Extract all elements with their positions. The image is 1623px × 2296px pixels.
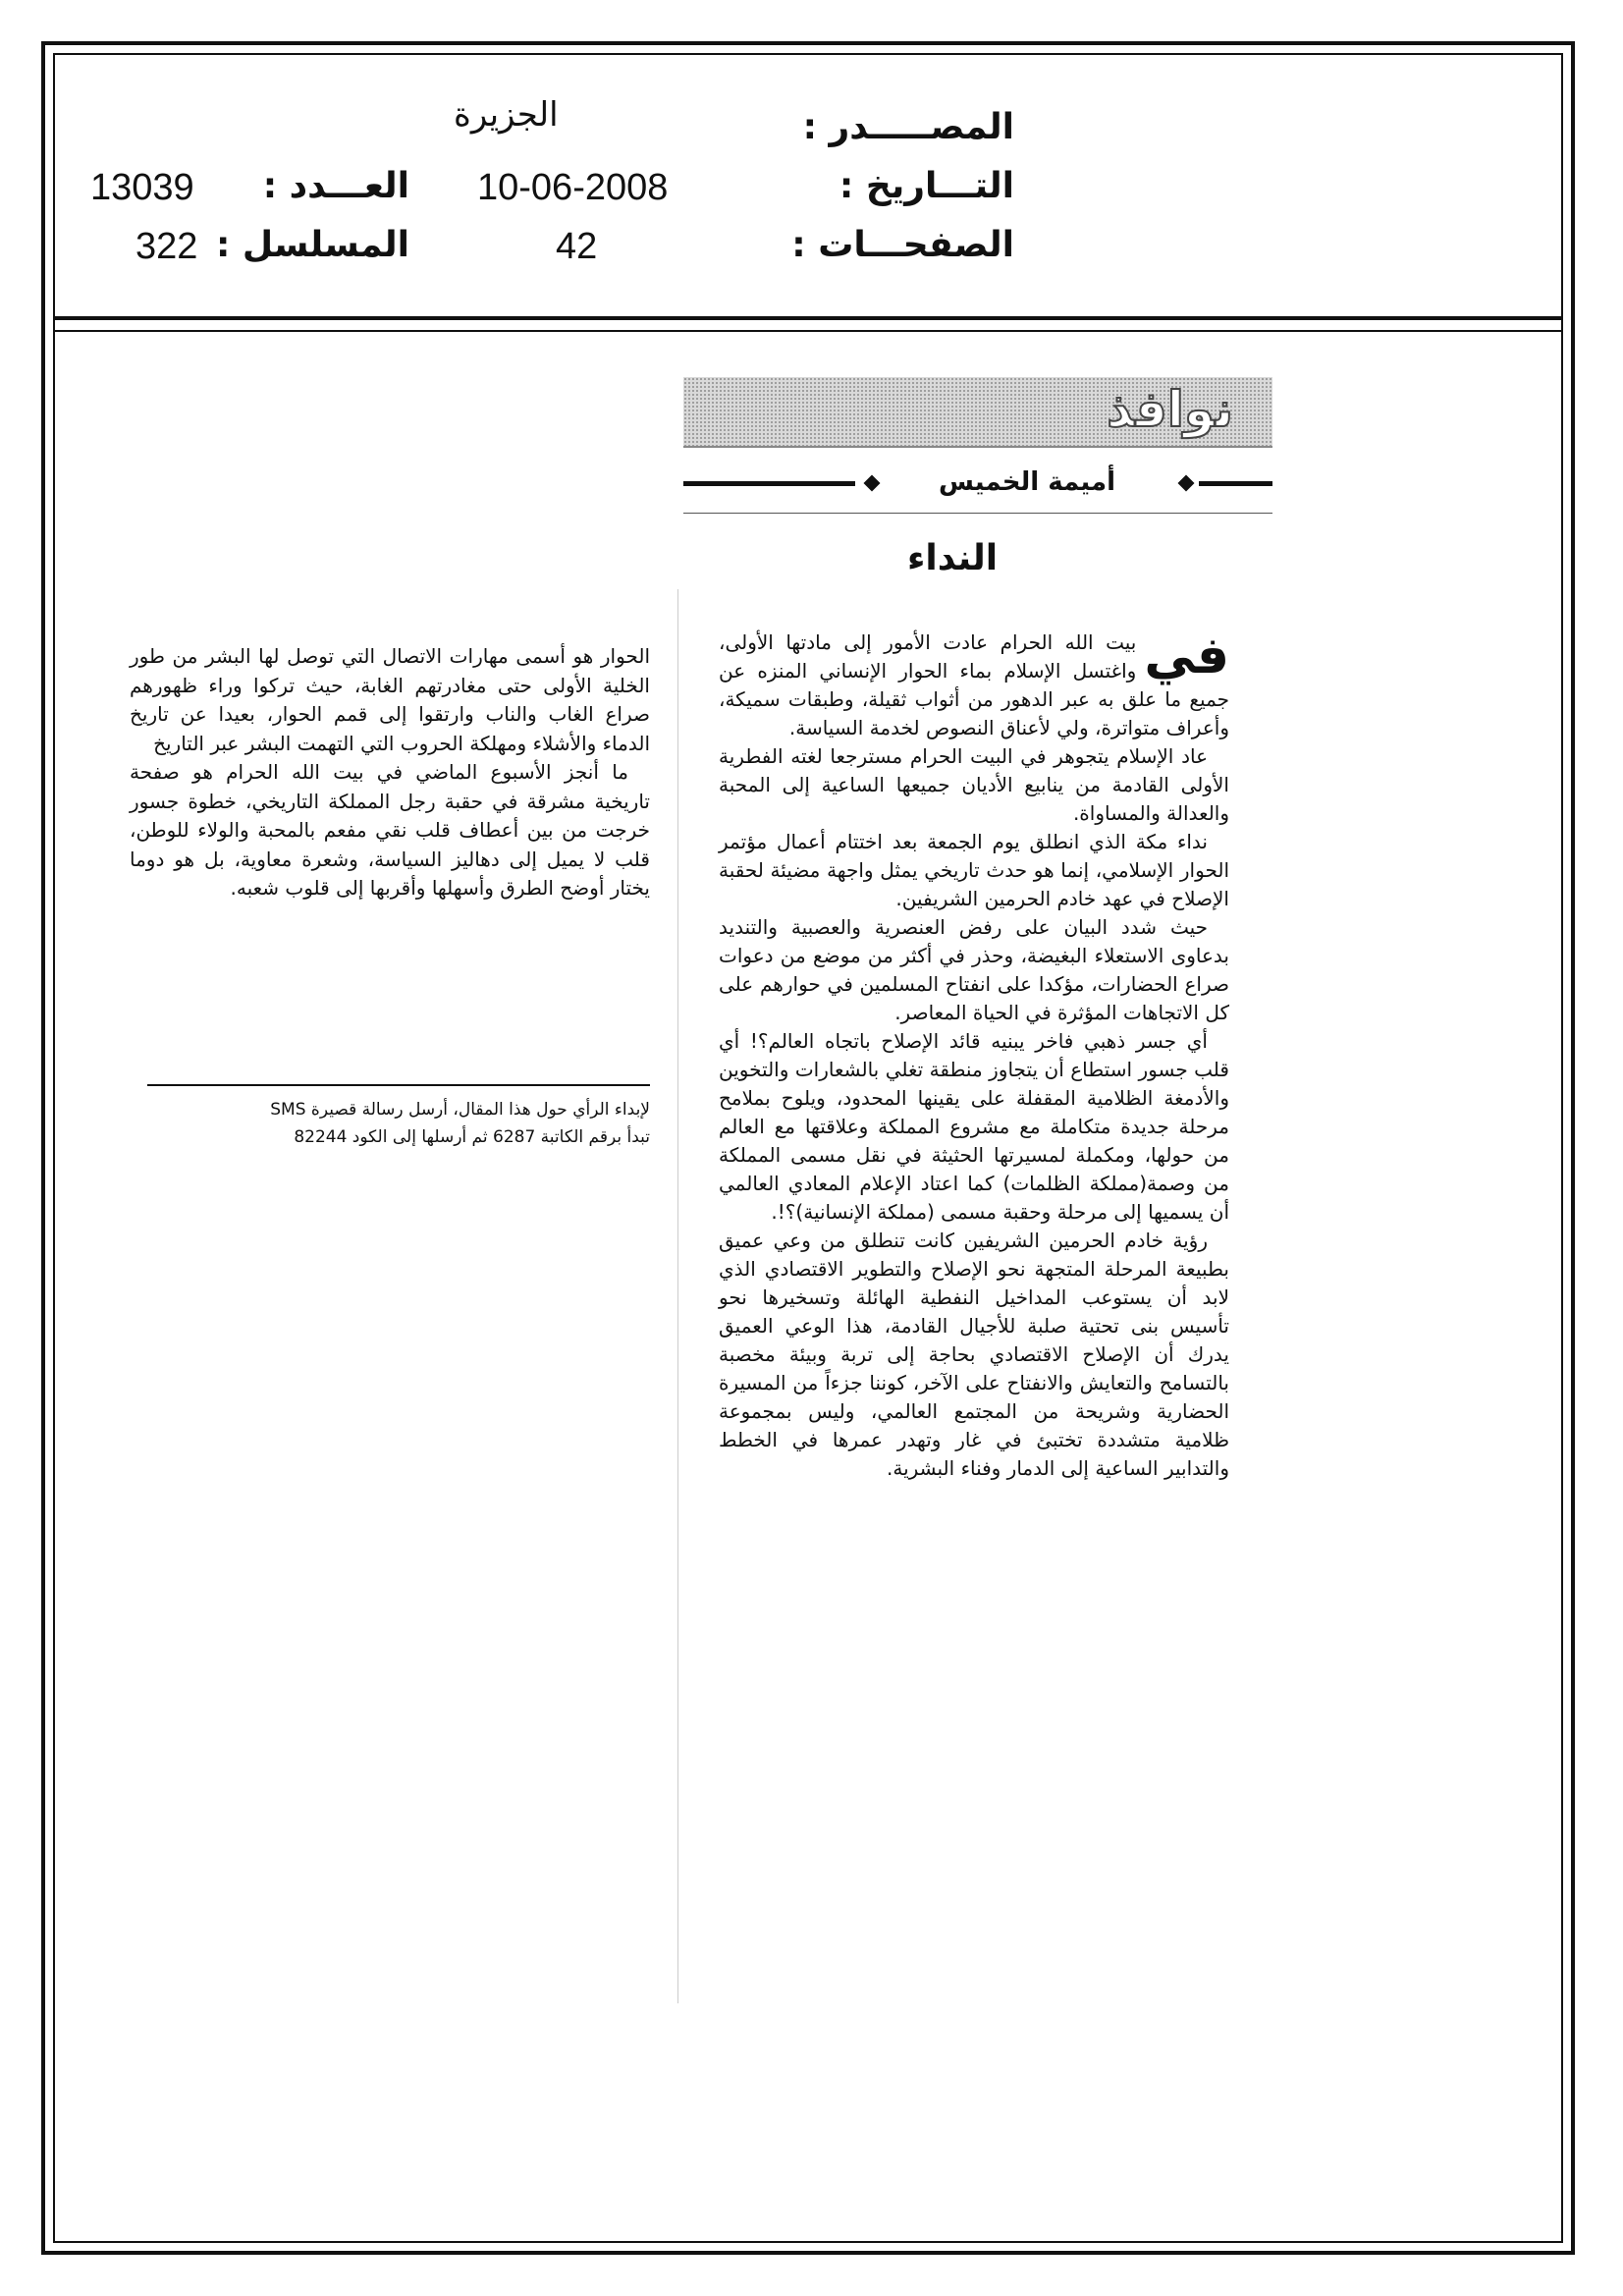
article-title: النداء: [906, 538, 999, 578]
sms-note-rule: [147, 1084, 650, 1086]
diamond-icon: [864, 475, 881, 492]
header-divider-thin: [53, 330, 1563, 332]
column-name: نوافذ: [1107, 381, 1233, 438]
article-paragraph: حيث شدد البيان على رفض العنصرية والعصبية والتنديد بدعاوى الاستعلاء البغيضة، وحذر في أكثر من موضع من دعوات صراع الحضارات، مؤكدا على انفتاح المسلمين في حوارهم على كل الاتجاهات المؤثرة في الحياة المعاصر.: [719, 915, 1229, 1024]
article-paragraph: نداء مكة الذي انطلق يوم الجمعة بعد اختتام أعمال مؤتمر الحوار الإسلامي، إنما هو حدث تاريخي يمثل واجهة مضيئة لحقبة الإصلاح في عهد خادم الحرمين الشريفين.: [719, 830, 1229, 910]
byline-bar: [683, 467, 1272, 507]
header-divider: [53, 316, 1563, 320]
pages-label: الصفحـــات :: [791, 225, 1014, 265]
article-paragraph: رؤية خادم الحرمين الشريفين كانت تنطلق من وعي عميق بطبيعة المرحلة المتجهة نحو الإصلاح والتطوير الاقتصادي الذي لابد أن يستوعب المداخيل النفطية الهائلة وتسخيرها نحو تأسيس بنى تحتية صلبة للأجيال القادمة، هذا الوعي العميق يدرك أن الإصلاح الاقتصادي بحاجة إلى تربة وبيئة مخصبة بالتسامح والتعايش والانفتاح على الآخر، كوننا جزءاً من المسيرة الحضارية وشريحة من المجتمع العالمي، وليس بمجموعة ظلامية متشددة تختبئ في غار وتهدر عمرها في الخطط والتدابير الساعية إلى الدمار وفناء البشرية.: [719, 1229, 1229, 1480]
sms-note-line: تبدأ برقم الكاتبة 6287 ثم أرسلها إلى الكود 82244: [294, 1127, 650, 1147]
byline-rule-right: [1199, 481, 1272, 486]
byline-rule-left: [683, 481, 855, 486]
article-left-column: [130, 642, 650, 903]
date-value: 10-06-2008: [477, 167, 669, 208]
serial-value: 322: [135, 226, 198, 267]
issue-value: 13039: [90, 167, 194, 208]
sms-note: [147, 1096, 650, 1151]
dropcap: في: [1144, 627, 1229, 685]
article-paragraph: في بيت الله الحرام عادت الأمور إلى مادتها الأولى، واغتسل الإسلام بماء الحوار الإنساني المنزه عن جميع ما علق به عبر الدهور من أثواب ثقيلة، وطبقات سميكة، وأعراف متواترة، ولي لأعناق النصوص لخدمة السياسة.: [719, 627, 1229, 739]
author-name: أميمة الخميس: [938, 467, 1116, 497]
article-paragraph: ما أنجز الأسبوع الماضي في بيت الله الحرام هو صفحة تاريخية مشرقة في حقبة رجل المملكة التاريخي، خطوة جسور خرجت من بين أعطاف قلب نقي مفعم بالمحبة والولاء للوطن، قلب لا يميل إلى دهاليز السياسة، وشعرة معاوية، بل هو دوما يختار أوضح الطرق وأسهلها وأقربها إلى قلوب شعبه.: [130, 760, 650, 900]
issue-label: العـــدد :: [262, 166, 409, 206]
pages-value: 42: [556, 226, 598, 267]
date-label: التـــاريخ :: [839, 166, 1014, 206]
article-paragraph: الحوار هو أسمى مهارات الاتصال التي توصل لها البشر من طور الخلية الأولى حتى مغادرتهم الغابة، حيث تركوا وراء ظهورهم صراع الغاب والناب وارتقوا إلى قمم الحوار، بعيدا عن تاريخ الدماء والأشلاء ومهلكة الحروب التي التهمت البشر عبر التاريخ: [130, 644, 650, 755]
article-right-column: [719, 629, 1229, 1483]
byline-underline: [683, 513, 1272, 514]
source-value: الجزيرة: [454, 95, 559, 135]
serial-label: المسلسل :: [215, 225, 409, 265]
source-label: المصـــــدر :: [802, 107, 1014, 147]
column-masthead: [683, 377, 1272, 448]
sms-note-line: لإبداء الرأي حول هذا المقال، أرسل رسالة قصيرة SMS: [270, 1100, 650, 1120]
diamond-icon: [1178, 475, 1195, 492]
column-divider: [677, 589, 678, 2003]
article-paragraph: أي جسر ذهبي فاخر يبنيه قائد الإصلاح باتجاه العالم؟! أي قلب جسور استطاع أن يتجاوز منطقة تغلي بالشعارات والتخوين والأدمغة الظلامية المقفلة على يقينها المحدود، ويلوح بملامح مرحلة جديدة متكاملة مع مشروع المملكة وعلاقتها مع العالم من حولها، ومكملة لمسيرتها الحثيثة في نقل مسمى المملكة من وصمة(مملكة الظلمات) كما اعتاد الإعلام المعادي العالمي أن يسميها إلى مرحلة وحقبة مسمى (مملكة الإنسانية)؟!.: [719, 1029, 1229, 1224]
article-paragraph: عاد الإسلام يتجوهر في البيت الحرام مسترجعا لغته الفطرية الأولى القادمة من ينابيع الأديان جميعها الساعية إلى المحبة والعدالة والمساواة.: [719, 744, 1229, 825]
